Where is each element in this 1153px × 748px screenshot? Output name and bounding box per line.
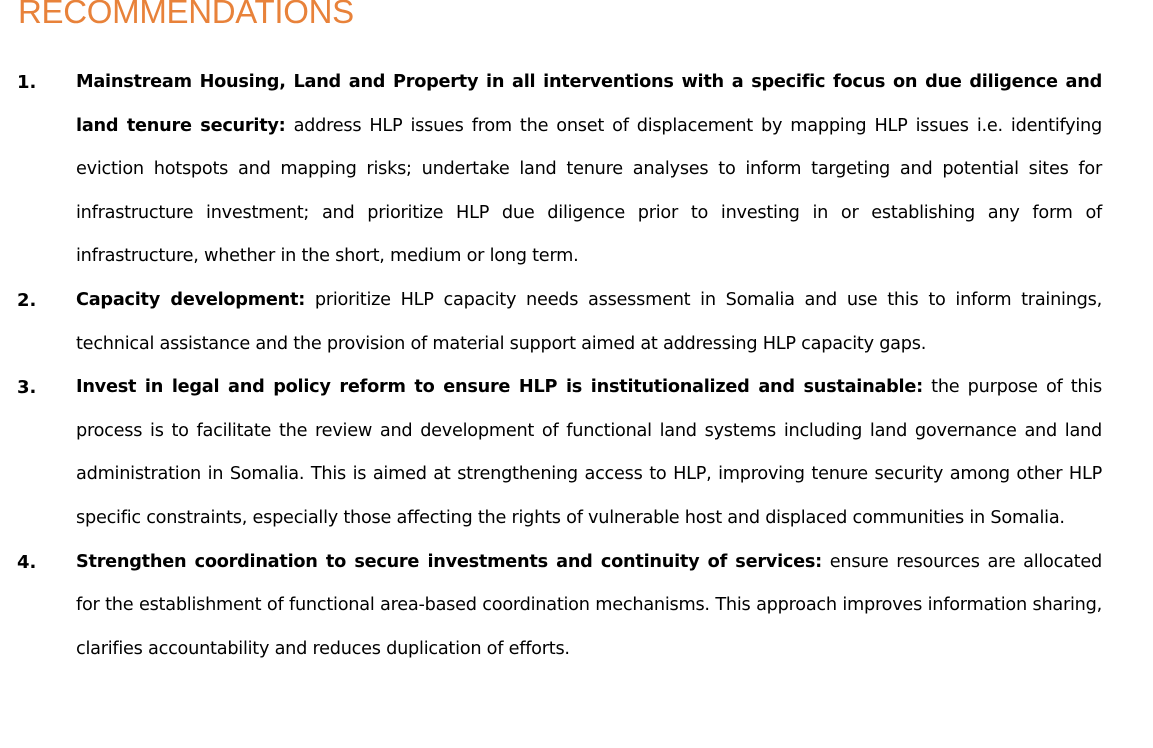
item-title: Mainstream Housing, Land and Property in all interventions with a specific focus on due diligence and land tenure security: [76,72,1102,136]
item-title: Capacity development: [76,289,306,310]
item-number: 3. [17,377,37,399]
recommendation-item [0,279,1153,366]
recommendation-item [0,541,1153,672]
item-body: the purpose of this process is to facilitate the review and development of functional land systems including land governance and land administration in Somalia. This is aimed at strengthening access to HLP, improving tenure security among other HLP specific constraints, especially those affecting the rights of vulnerable host and displaced communities in Somalia. [76,377,1102,528]
item-title: Strengthen coordination to secure investments and continuity of services: [76,551,822,572]
item-number: 2. [17,289,37,311]
item-number: 4. [17,551,37,573]
item-body: address HLP issues from the onset of displacement by mapping HLP issues i.e. identifying eviction hotspots and mapping risks; undertake land tenure analyses to inform targeting and potential sites for infrastructure investment; and prioritize HLP due diligence prior to investing in or establishing any form of infrastructure, whether in the short, medium or long term. [76,115,1102,267]
item-number: 1. [17,72,37,93]
recommendation-item [0,61,1153,279]
item-body: prioritize HLP capacity needs assessment in Somalia and use this to inform trainings, technical assistance and the provision of material support aimed at addressing HLP capacity gaps. [76,289,1102,354]
item-text [76,279,1102,366]
item-body: ensure resources are allocated for the establishment of functional area-based coordination mechanisms. This approach improves information sharing, clarifies accountability and reduces duplication of efforts. [76,551,1102,659]
recommendations-list [0,61,1153,671]
item-text [76,61,1102,279]
page-heading: RECOMMENDATIONS [18,0,354,30]
item-title: Invest in legal and policy reform to ensure HLP is institutionalized and sustainable: [76,377,923,398]
item-text [76,366,1102,540]
item-text [76,541,1102,672]
recommendation-item [0,366,1153,540]
